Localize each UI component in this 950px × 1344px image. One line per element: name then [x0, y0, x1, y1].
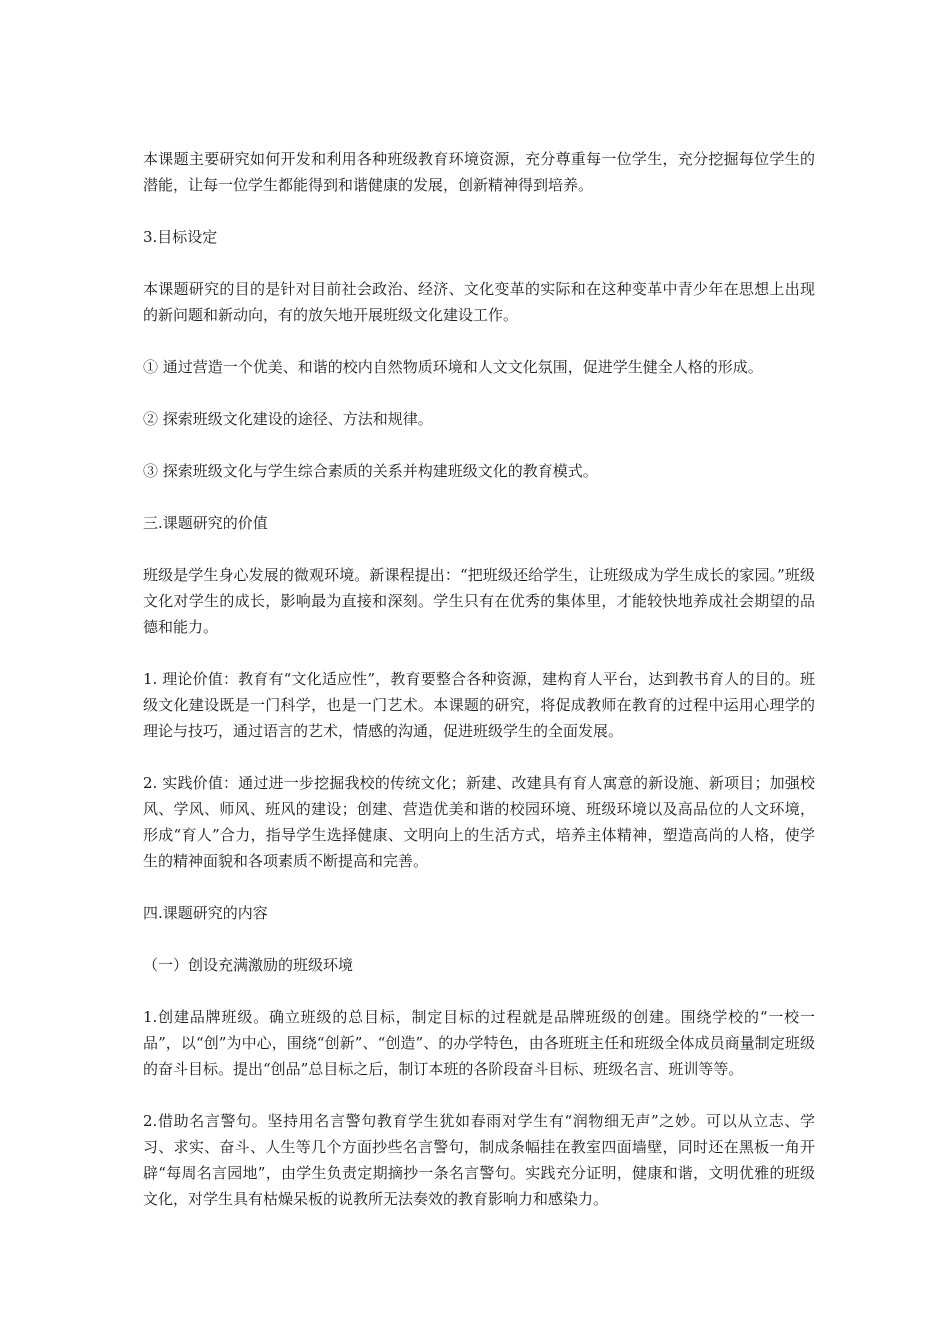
- list-item-goal-1: ① 通过营造一个优美、和谐的校内自然物质环境和人文文化氛围，促进学生健全人格的形成。: [143, 358, 763, 376]
- heading-research-content: 四.课题研究的内容: [143, 904, 268, 922]
- document-body: [143, 146, 815, 1212]
- paragraph-famous-quotes: 2.借助名言警句。坚持用名言警句教育学生犹如春雨对学生有“润物细无声”之妙。可以从立志、学习、求实、奋斗、人生等几个方面抄些名言警句，制成条幅挂在教室四面墙壁，同时还在黑板一角开辟“每周名言园地”，由学生负责定期摘抄一条名言警句。实践充分证明，健康和谐，文明优雅的班级文化，对学生具有枯燥呆板的说教所无法奏效的教育影响力和感染力。: [143, 1112, 815, 1208]
- paragraph-brand-class: 1.创建品牌班级。确立班级的总目标，制定目标的过程就是品牌班级的创建。围绕学校的“一校一品”，以“创”为中心，围绕“创新”、“创造”、的办学特色，由各班班主任和班级全体成员商量制定班级的奋斗目标。提出“创品”总目标之后，制订本班的各阶段奋斗目标、班级名言、班训等等。: [143, 1008, 815, 1078]
- list-item-goal-2: ② 探索班级文化建设的途径、方法和规律。: [143, 410, 433, 428]
- paragraph-theory-value: 1. 理论价值：教育有“文化适应性”，教育要整合各种资源，建构育人平台，达到教书育人的目的。班级文化建设既是一门科学，也是一门艺术。本课题的研究，将促成教师在教育的过程中运用心理学的理论与技巧，通过语言的艺术，情感的沟通，促进班级学生的全面发展。: [143, 670, 815, 740]
- paragraph-class-environment: 班级是学生身心发展的微观环境。新课程提出：“把班级还给学生，让班级成为学生成长的家园。”班级文化对学生的成长，影响最为直接和深刻。学生只有在优秀的集体里，才能较快地养成社会期望的品德和能力。: [143, 566, 815, 636]
- list-item-goal-3: ③ 探索班级文化与学生综合素质的关系并构建班级文化的教育模式。: [143, 462, 598, 480]
- paragraph-research-purpose: 本课题研究的目的是针对目前社会政治、经济、文化变革的实际和在这种变革中青少年在思想上出现的新问题和新动向，有的放矢地开展班级文化建设工作。: [143, 280, 815, 324]
- subheading-motivating-environment: （一）创设充满激励的班级环境: [143, 956, 354, 974]
- paragraph-intro: 本课题主要研究如何开发和利用各种班级教育环境资源，充分尊重每一位学生，充分挖掘每位学生的潜能，让每一位学生都能得到和谐健康的发展，创新精神得到培养。: [143, 150, 815, 194]
- paragraph-practice-value: 2. 实践价值：通过进一步挖掘我校的传统文化；新建、改建具有育人寓意的新设施、新项目；加强校风、学风、师风、班风的建设；创建、营造优美和谐的校园环境、班级环境以及高品位的人文环境，形成“育人”合力，指导学生选择健康、文明向上的生活方式，培养主体精神，塑造高尚的人格，使学生的精神面貌和各项素质不断提高和完善。: [143, 774, 815, 870]
- heading-research-value: 三.课题研究的价值: [143, 514, 268, 532]
- heading-target-setting: 3.目标设定: [143, 228, 218, 246]
